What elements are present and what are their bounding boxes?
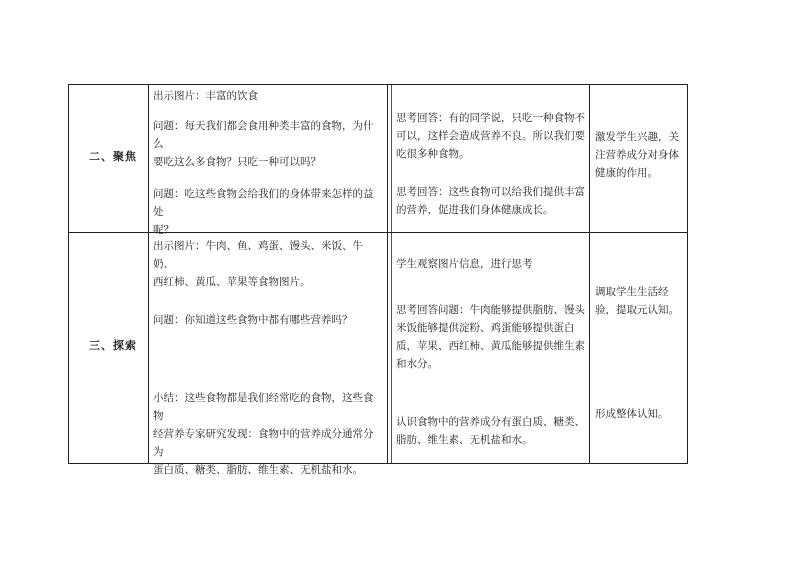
teacher-text: 出示图片：丰富的饮食 (153, 90, 258, 102)
column-divider (589, 85, 590, 463)
stage-label-focus: 二、聚焦 (89, 150, 137, 163)
stage-label-explore: 三、探索 (89, 339, 137, 352)
column-divider (148, 85, 149, 463)
teacher-text: 问题：每天我们都会食用种类丰富的食物，为什么 要吃这么多食物？只吃一种可以吗？ (153, 120, 374, 168)
student-text: 学生观察图片信息，进行思考 (396, 258, 533, 270)
student-activity-explore (396, 255, 586, 463)
intent-text: 形成整体认知。 (595, 408, 669, 420)
student-text: 思考回答问题：牛肉能够提供脂肪、馒头 米饭能够提供淀粉、鸡蛋能够提供蛋白 质，苹果、西红柿、黄瓜能够提供维生素 和水分。 (396, 304, 585, 370)
lesson-plan-table (68, 84, 688, 476)
column-divider (391, 85, 392, 463)
teacher-text: 问题：你知道这些食物中都有哪些营养吗？ (153, 314, 353, 326)
teacher-activity-focus (153, 87, 383, 236)
teacher-text: 问题：吃这些食物会给我们的身体带来怎样的益处 呢？ (153, 188, 374, 236)
design-intent-explore (595, 283, 687, 463)
intent-text: 调取学生生活经 验，提取元认知。 (595, 286, 679, 316)
teacher-activity-explore (153, 237, 383, 476)
teacher-text: 出示图片：牛肉、鱼、鸡蛋、馒头、米饭、牛奶、 西红柿、黄瓜、苹果等食物图片。 (153, 240, 363, 288)
student-text: 认识食物中的营养成分有蛋白质、糖类、 脂肪、维生素、无机盐和水。 (396, 416, 585, 446)
student-text: 思考回答：有的同学说，只吃一种食物不 可以，这样会造成营养不良。所以我们要 吃很多种食物。 (396, 112, 585, 160)
student-text: 思考回答：这些食物可以给我们提供丰富 的营养，促进我们身体健康成长。 (396, 186, 585, 216)
intent-text: 激发学生兴趣，关 注营养成分对身体 健康的作用。 (595, 131, 679, 179)
teacher-text: 小结：这些食物都是我们经常吃的食物，这些食物 经营养专家研究发现：食物中的营养成分通常分为 蛋白质、糖类、脂肪、维生素、无机盐和水。 (153, 392, 374, 476)
design-intent-focus (595, 128, 687, 218)
student-activity-focus (396, 109, 586, 227)
column-divider (387, 85, 388, 463)
